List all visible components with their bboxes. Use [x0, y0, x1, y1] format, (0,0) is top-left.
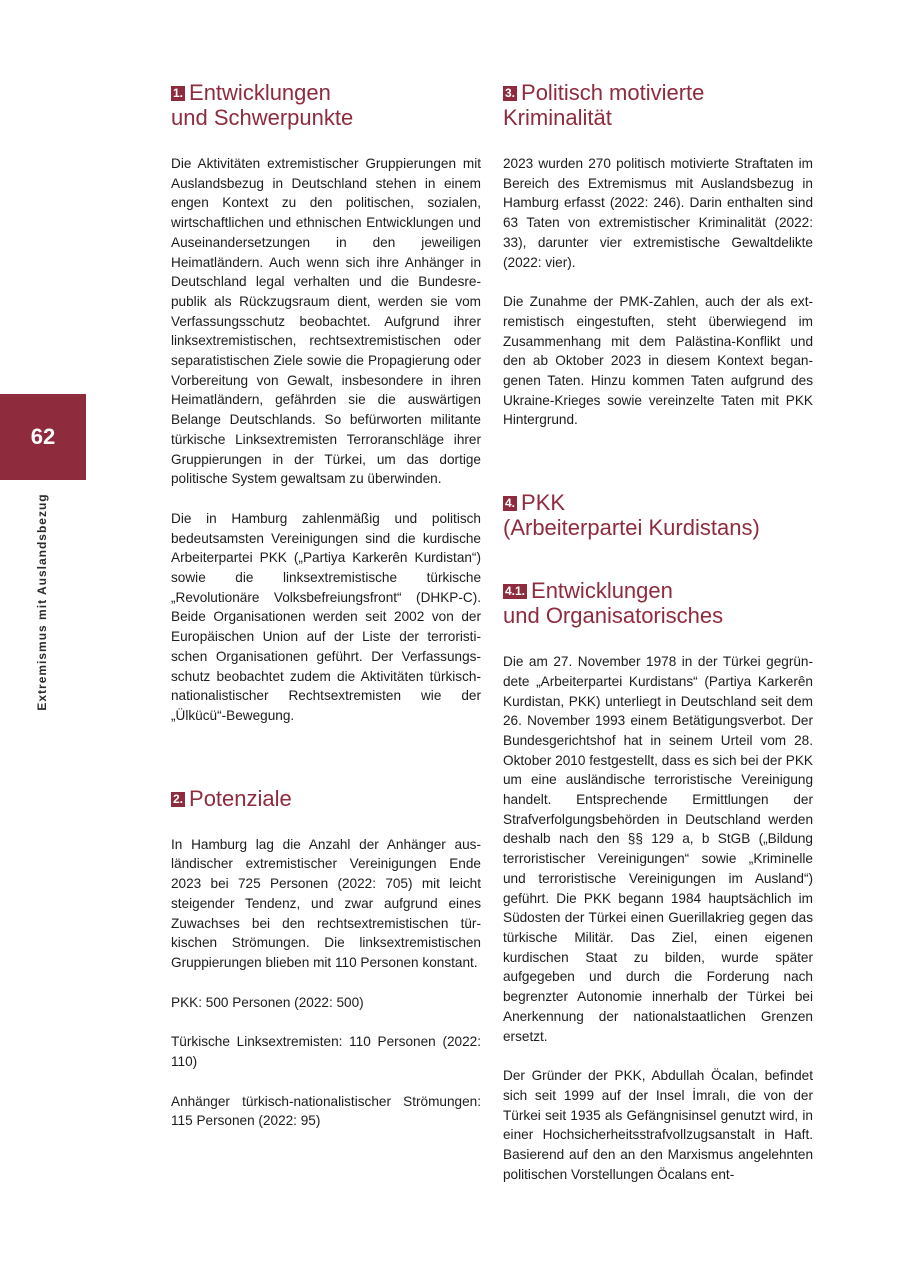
- paragraph: Der Gründer der PKK, Abdullah Öcalan, befindet sich seit 1999 auf der Insel İmralı, die von der Türkei seit 1935 als Gefängnisinsel genutzt wird, in einer Hochsicherheitsstrafvollzugsanstalt in Haft. Basierend auf den an den Marxismus angelehnten politischen Vorstellungen Öcalans ent-: [503, 1068, 813, 1182]
- paragraph: Die am 27. November 1978 in der Türkei gegründete „Arbeiterpartei Kurdistans“ (Partiya Karkerên Kurdistan, PKK) unterliegt in Deutschland seit dem 26. November 1993 einem Betätigungsverbot. Der Bundesgerichtshof hat in seinem Urteil vom 28. Oktober 2010 festgestellt, dass es sich bei der PKK um eine ausländische terroristische Vereinigung handelt. Entsprechende Ermittlungen der Strafverfolgungsbehörden in Deutschland werden deshalb nach den §§ 129 a, b StGB („Bildung terroristischer Vereinigungen“ sowie „Kriminelle und terroristische Vereinigungen im Ausland“) geführt. Die PKK begann 1984 hauptsächlich im Südosten der Türkei einen Guerillakrieg gegen das türkische Militär. Das Ziel, einen eigenen kurdischen Staat zu bilden, wurde später aufgegeben und durch die Forderung nach begrenzter Autonomie innerhalb der Türkei bei Anerkennung der nationalstaatlichen Grenzen ersetzt.: [503, 654, 813, 1044]
- section-3-heading: [503, 80, 813, 130]
- section-2-heading: [171, 786, 481, 811]
- section-title: Potenziale: [189, 785, 292, 811]
- section-number: 4.: [505, 496, 516, 511]
- paragraph: Anhänger türkisch-nationalistischer Strömungen: 115 Personen (2022: 95): [171, 1093, 481, 1129]
- page-number: 62: [30, 424, 56, 449]
- section-title: (Arbeiterpartei Kurdistans): [503, 515, 760, 541]
- paragraph: 2023 wurden 270 politisch motivierte Straftaten im Bereich des Extremismus mit Auslandsbezug in Hamburg erfasst (2022: 246). Darin enthalten sind 63 Taten von extremistischer Kriminalität (2022: 33), darunter vier extremistische Gewaltdelikte (2022: vier).: [503, 156, 813, 270]
- paragraph: Türkische Linksextremisten: 110 Personen (2022: 110): [171, 1034, 481, 1070]
- left-column: [171, 80, 481, 1131]
- section-title: und Organisatorisches: [503, 603, 724, 629]
- section-title: Entwicklungen: [189, 80, 331, 105]
- section-1-heading: [171, 80, 481, 130]
- page-number-tab: [0, 394, 86, 480]
- section-title: PKK: [521, 490, 566, 516]
- section-title: Entwicklungen: [531, 578, 673, 604]
- section-4-heading: [503, 490, 813, 540]
- right-column: [503, 80, 813, 1184]
- paragraph: PKK: 500 Personen (2022: 500): [171, 994, 364, 1010]
- section-number: 4.1.: [505, 584, 526, 599]
- section-number: 3.: [505, 86, 516, 100]
- paragraph: Die Zunahme der PMK-Zahlen, auch der als extremistisch eingestuften, steht überwiegend im Zusammenhang mit dem Palästina-Konflikt und den ab Oktober 2023 in diesem Kontext begangenen Taten. Hinzu kommen Taten aufgrund des Ukraine-Krieges sowie vereinzelte Taten mit PKK Hintergrund.: [503, 294, 813, 428]
- section-number: 2.: [173, 791, 184, 806]
- section-title: Politisch motivierte: [521, 80, 705, 105]
- section-title: Kriminalität: [503, 105, 612, 130]
- paragraph: In Hamburg lag die Anzahl der Anhänger ausländischer extremistischer Vereinigungen Ende 2023 bei 725 Personen (2022: 705) mit leicht steigender Tendenz, und zwar aufgrund eines Zuwachses bei den rechtsextremistischen türkischen Strömungen. Die linksextremistischen Gruppierungen blieben mit 110 Personen konstant.: [171, 836, 481, 970]
- paragraph: Die Aktivitäten extremistischer Gruppierungen mit Auslandsbezug in Deutschland stehen in einem engen Kontext zu den politischen, sozialen, wirtschaftlichen und ethnischen Entwicklungen und Auseinandersetzungen in den jeweiligen Heimatländern. Auch wenn sich ihre Anhänger in Deutschland legal verhalten und die Bundesrepublik als Rückzugsraum dient, werden sie vom Verfassungsschutz beobachtet. Aufgrund ihrer linksextremistischen, rechtsextremistischen oder separatistischen Ziele sowie die Propagierung oder Vorbereitung von Gewalt, insbesondere in ihren Heimatländern, gefährden sie die auswärtigen Belange Deutschlands. So befürworten militante türkische Linksextremisten Terroranschläge ihrer Gruppierungen in der Türkei, um das dortige politische System gewaltsam zu überwinden.: [171, 156, 481, 487]
- paragraph: Die in Hamburg zahlenmäßig und politisch bedeutsamsten Vereinigungen sind die kurdische Arbeiterpartei PKK („Partiya Karkerên Kurdistan“) sowie die linksextremistische türkische „Revolutionäre Volksbefreiungsfront“ (DHKP-C). Beide Organisationen werden seit 2002 von der Europäischen Union auf der Liste der terroristischen Organisationen geführt. Der Verfassungsschutz beobachtet zudem die Aktivitäten türkisch-nationalistischer Rechtsextremisten wie der „Ülkücü“-Bewegung.: [171, 510, 481, 723]
- section-4-1-heading: [503, 578, 813, 628]
- section-number: 1.: [173, 86, 184, 100]
- section-title: und Schwerpunkte: [171, 105, 354, 130]
- chapter-side-label: Extremismus mit Auslandsbezug: [35, 493, 49, 711]
